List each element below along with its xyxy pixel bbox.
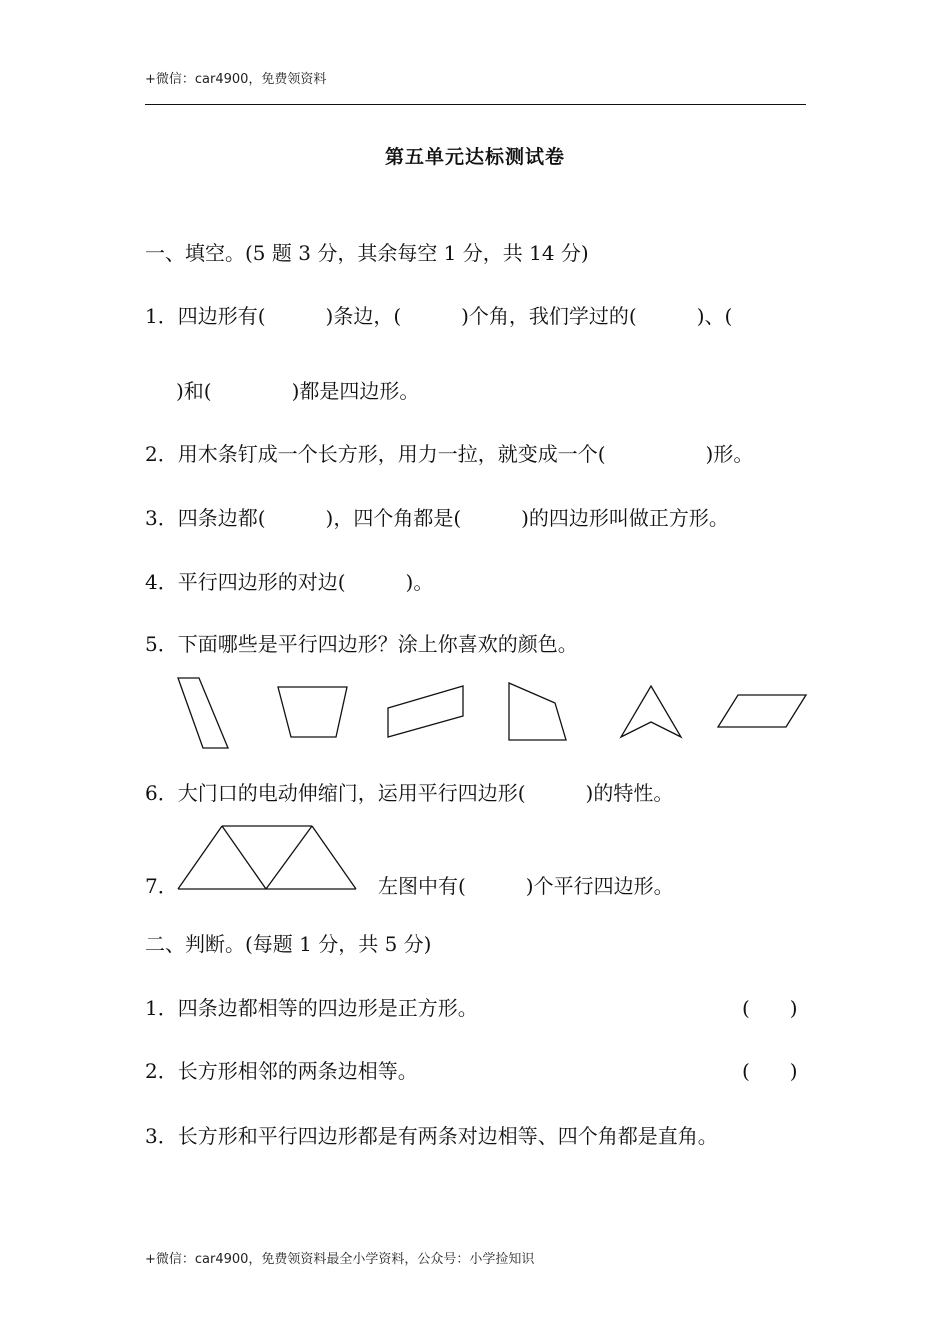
shape-trapezoid[interactable] — [278, 687, 347, 737]
section1-heading: 一、填空。(5 题 3 分，其余每空 1 分，共 14 分) — [145, 241, 589, 265]
section2-heading: 二、判断。(每题 1 分，共 5 分) — [145, 932, 432, 956]
page-footer: +微信：car4900，免费领资料最全小学资料，公众号：小学捡知识 — [145, 1252, 535, 1267]
shape-parallelogram-tilted[interactable] — [388, 686, 463, 737]
judge-item-2: 2．长方形相邻的两条边相等。 — [145, 1059, 418, 1083]
q5: 5．下面哪些是平行四边形？涂上你喜欢的颜色。 — [145, 632, 578, 656]
q6: 6．大门口的电动伸缩门，运用平行四边形( )的特性。 — [145, 781, 674, 805]
judge-item-3: 3．长方形和平行四边形都是有两条对边相等、四个角都是直角。 — [145, 1124, 718, 1148]
judge-item-1: 1．四条边都相等的四边形是正方形。 — [145, 996, 478, 1020]
shape-arrowhead[interactable] — [621, 686, 681, 737]
shape-parallelogram-wide[interactable] — [718, 695, 806, 727]
judge-blank-1[interactable]: ( ) — [742, 996, 798, 1020]
q1-line1: 1．四边形有( )条边，( )个角，我们学过的( )、( — [145, 304, 733, 328]
q7-number: 7． — [145, 874, 178, 898]
q7-text: 左图中有( )个平行四边形。 — [378, 874, 674, 898]
page-title: 第五单元达标测试卷 — [384, 146, 565, 168]
judge-blank-2[interactable]: ( ) — [742, 1059, 798, 1083]
q3: 3．四条边都( )，四个角都是( )的四边形叫做正方形。 — [145, 506, 729, 530]
q4: 4．平行四边形的对边( )。 — [145, 570, 434, 594]
page-header: +微信：car4900，免费领资料 — [145, 72, 327, 87]
shape-parallelogram-tall[interactable] — [178, 678, 228, 748]
q1-line2: )和( )都是四边形。 — [176, 379, 420, 403]
q2: 2．用木条钉成一个长方形，用力一拉，就变成一个( )形。 — [145, 442, 754, 466]
shape-irregular-quadrilateral[interactable] — [509, 683, 566, 740]
figure7-triangles — [178, 826, 356, 889]
